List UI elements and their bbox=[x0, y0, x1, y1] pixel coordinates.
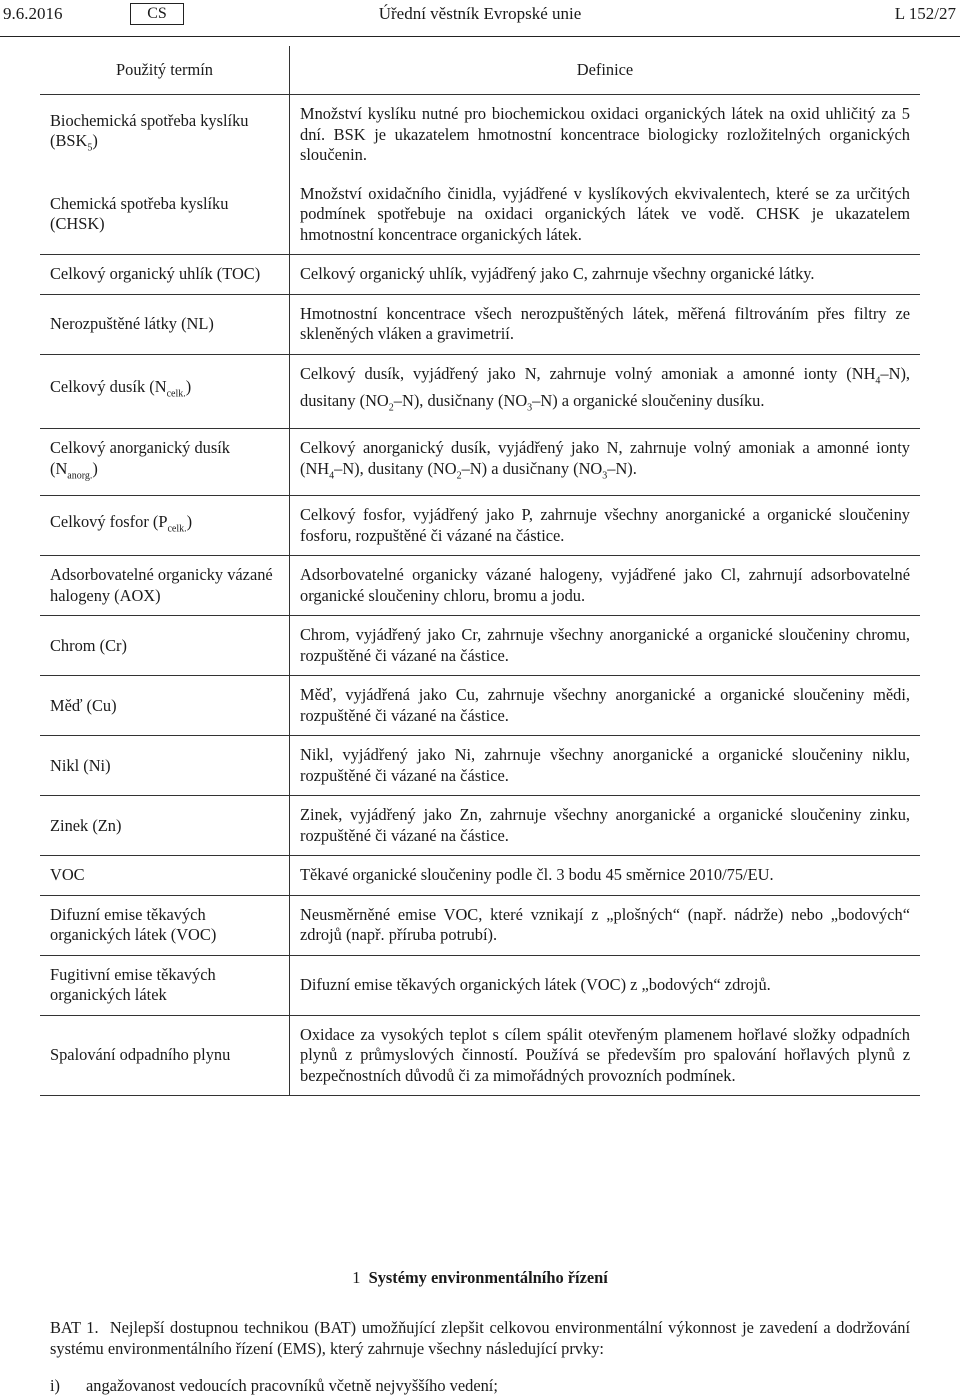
term-text: Adsorbovatelné organicky vázané halogeny (AOX) bbox=[50, 565, 273, 605]
term-cell bbox=[40, 856, 290, 896]
table-row bbox=[40, 556, 920, 616]
table-row bbox=[40, 955, 920, 1015]
definition-subscript: 4 bbox=[875, 374, 881, 386]
definition-text: Chrom, vyjádřený jako Cr, zahrnuje všechny anorganické a organické sloučeniny chromu, rozpuštěné či vázané na částice. bbox=[300, 625, 910, 665]
definition-cell bbox=[290, 255, 921, 295]
definition-text: –N) a organické sloučeniny dusíku. bbox=[532, 391, 765, 411]
bat1-label: BAT 1. bbox=[50, 1318, 99, 1337]
definition-cell bbox=[290, 736, 921, 796]
table-row bbox=[40, 95, 920, 175]
definition-text: Difuzní emise těkavých organických látek (VOC) z „bodových“ zdrojů. bbox=[300, 975, 771, 995]
definition-text: –N), dusitany (NO bbox=[334, 458, 457, 478]
definition-cell bbox=[290, 856, 921, 896]
page-header bbox=[0, 4, 960, 28]
term-tail: ) bbox=[92, 131, 98, 151]
term-text: Difuzní emise těkavých organických látek (VOC) bbox=[50, 904, 217, 945]
table-row bbox=[40, 294, 920, 354]
table-row bbox=[40, 354, 920, 429]
issue-date: 9.6.2016 bbox=[3, 4, 63, 23]
table-row bbox=[40, 796, 920, 856]
term-text: Fugitivní emise těkavých organických látek bbox=[50, 964, 216, 1005]
definition-text: Celkový dusík, vyjádřený jako N, zahrnuje volný amoniak a amonné ionty (NH bbox=[300, 363, 876, 383]
definition-subscript: 3 bbox=[527, 402, 533, 414]
term-tail: ) bbox=[185, 377, 192, 397]
term-text: Chrom (Cr) bbox=[50, 635, 127, 655]
definition-text: Množství oxidačního činidla, vyjádřené v kyslíkových ekvivalentech, které se za určitých podmínek spotřebuje na oxidaci organických látek ve vodě. CHSK je ukazatelem hmotnostní koncentrace organických látek. bbox=[300, 183, 910, 244]
term-text: Celkový organický uhlík (TOC) bbox=[50, 264, 261, 283]
definition-text: Celkový fosfor, vyjádřený jako P, zahrnuje všechny anorganické a organické sloučeniny fosforu, rozpuštěné či vázané na částice. bbox=[300, 505, 910, 545]
term-cell bbox=[40, 955, 290, 1015]
definition-text: Množství kyslíku nutné pro biochemickou oxidaci organických látek na oxid uhličitý za 5 dní. BSK je ukazatelem hmotnostní koncentrace biologicky rozložitelných organických sloučenin. bbox=[300, 104, 910, 164]
list-item-text: angažovanost vedoucích pracovníků včetně nejvyššího vedení; bbox=[86, 1376, 498, 1395]
definition-column-header: Definice bbox=[290, 46, 921, 95]
definition-cell bbox=[290, 955, 921, 1015]
definition-text: Měď, vyjádřená jako Cu, zahrnuje všechny anorganické a organické sloučeniny mědi, rozpuštěné či vázané na částice. bbox=[300, 685, 910, 725]
definition-text: –N), dusičnany (NO bbox=[393, 391, 528, 411]
term-subscript: celk. bbox=[167, 523, 187, 535]
definition-subscript: 2 bbox=[456, 469, 462, 481]
definition-cell bbox=[290, 1015, 921, 1096]
table-row bbox=[40, 496, 920, 556]
definitions-table bbox=[40, 46, 920, 1096]
table-row bbox=[40, 1015, 920, 1096]
term-cell bbox=[40, 496, 290, 556]
definition-cell bbox=[290, 616, 921, 676]
definition-subscript: 2 bbox=[388, 402, 394, 414]
section-heading bbox=[0, 1268, 960, 1288]
section-title: Systémy environmentálního řízení bbox=[368, 1268, 608, 1287]
definition-cell bbox=[290, 429, 921, 496]
term-text: Chemická spotřeba kyslíku (CHSK) bbox=[50, 193, 229, 234]
term-cell bbox=[40, 354, 290, 429]
table-row bbox=[40, 175, 920, 255]
term-cell bbox=[40, 556, 290, 616]
term-cell bbox=[40, 95, 290, 175]
definition-cell bbox=[290, 95, 921, 175]
definition-text: Celkový organický uhlík, vyjádřený jako C, zahrnuje všechny organické látky. bbox=[300, 264, 815, 283]
term-text: Měď (Cu) bbox=[50, 695, 117, 715]
definition-text: Zinek, vyjádřený jako Zn, zahrnuje všechny anorganické a organické sloučeniny zinku, rozpuštěné či vázané na částice. bbox=[300, 805, 910, 845]
table-row bbox=[40, 856, 920, 896]
definition-text: Těkavé organické sloučeniny podle čl. 3 bodu 45 směrnice 2010/75/EU. bbox=[300, 865, 774, 885]
table-row bbox=[40, 616, 920, 676]
definition-text: Oxidace za vysokých teplot s cílem spálit otevřeným plamenem hořlavé složky odpadních plynů z průmyslových činností. Používá se především pro spalování hořlavých plynů z bezpečnostních důvodů či za mimořádných provozních podmínek. bbox=[300, 1024, 910, 1085]
table-row bbox=[40, 736, 920, 796]
term-cell bbox=[40, 736, 290, 796]
term-text: Spalování odpadního plynu bbox=[50, 1045, 231, 1065]
definition-cell bbox=[290, 895, 921, 955]
term-subscript: 5 bbox=[87, 142, 93, 154]
term-subscript: celk. bbox=[166, 388, 186, 400]
term-tail: ) bbox=[186, 511, 193, 531]
definition-cell bbox=[290, 496, 921, 556]
term-tail: ) bbox=[92, 458, 98, 478]
term-cell bbox=[40, 175, 290, 255]
term-cell bbox=[40, 429, 290, 496]
list-item-number: i) bbox=[50, 1376, 61, 1395]
term-subscript: anorg. bbox=[67, 469, 93, 481]
definition-cell bbox=[290, 556, 921, 616]
term-text: Celkový anorganický dusík (N bbox=[50, 438, 230, 478]
term-text: VOC bbox=[50, 865, 85, 885]
page-reference: L 152/27 bbox=[894, 4, 956, 23]
term-text: Biochemická spotřeba kyslíku (BSK bbox=[50, 110, 249, 151]
term-text: Nerozpuštěné látky (NL) bbox=[50, 313, 214, 333]
term-text: Celkový fosfor (P bbox=[50, 511, 168, 531]
term-cell bbox=[40, 616, 290, 676]
list-item bbox=[50, 1376, 910, 1396]
definition-cell bbox=[290, 294, 921, 354]
term-cell bbox=[40, 1015, 290, 1096]
definition-cell bbox=[290, 175, 921, 255]
journal-title: Úřední věstník Evropské unie bbox=[378, 4, 582, 23]
table-row bbox=[40, 895, 920, 955]
definition-text: Neusměrněné emise VOC, které vznikají z „plošných“ (např. nádrže) nebo „bodových“ zdrojů (např. příruba potrubí). bbox=[300, 904, 910, 945]
definition-text: Hmotnostní koncentrace všech nerozpuštěných látek, měřená filtrováním přes filtry ze skleněných vláken a gravimetrií. bbox=[300, 303, 910, 343]
header-rule bbox=[0, 36, 960, 37]
definition-subscript: 4 bbox=[329, 469, 335, 481]
term-cell bbox=[40, 895, 290, 955]
section-number: 1 bbox=[352, 1268, 361, 1287]
definition-cell bbox=[290, 676, 921, 736]
bat1-text: Nejlepší dostupnou technikou (BAT) umožňující zlepšit celkovou environmentální výkonnost je zavedení a dodržování systému environmentálního řízení (EMS), který zahrnuje všechny následující prvky: bbox=[50, 1318, 910, 1358]
definition-cell bbox=[290, 354, 921, 429]
definition-text: Adsorbovatelné organicky vázané halogeny, vyjádřené jako Cl, zahrnují adsorbovatelné organické sloučeniny chloru, bromu a jodu. bbox=[300, 565, 910, 605]
term-cell bbox=[40, 676, 290, 736]
language-code-box: CS bbox=[130, 3, 184, 25]
definition-text: –N), dusitany (NO bbox=[300, 363, 910, 411]
definition-text: –N) a dusičnany (NO bbox=[461, 458, 603, 478]
definition-text: Celkový anorganický dusík, vyjádřený jako N, zahrnuje volný amoniak a amonné ionty (NH bbox=[300, 438, 910, 478]
term-text: Celkový dusík (N bbox=[50, 377, 167, 397]
definition-text: –N). bbox=[607, 458, 637, 478]
term-cell bbox=[40, 796, 290, 856]
term-text: Nikl (Ni) bbox=[50, 755, 111, 775]
term-cell bbox=[40, 294, 290, 354]
table-row bbox=[40, 429, 920, 496]
term-cell bbox=[40, 255, 290, 295]
table-row bbox=[40, 255, 920, 295]
term-column-header: Použitý termín bbox=[40, 46, 290, 95]
table-row bbox=[40, 676, 920, 736]
bat1-paragraph bbox=[50, 1317, 910, 1359]
term-text: Zinek (Zn) bbox=[50, 815, 122, 835]
definition-cell bbox=[290, 796, 921, 856]
table-header-row bbox=[40, 46, 920, 95]
definition-subscript: 3 bbox=[602, 469, 608, 481]
definition-text: Nikl, vyjádřený jako Ni, zahrnuje všechny anorganické a organické sloučeniny niklu, rozpuštěné či vázané na částice. bbox=[300, 745, 910, 785]
